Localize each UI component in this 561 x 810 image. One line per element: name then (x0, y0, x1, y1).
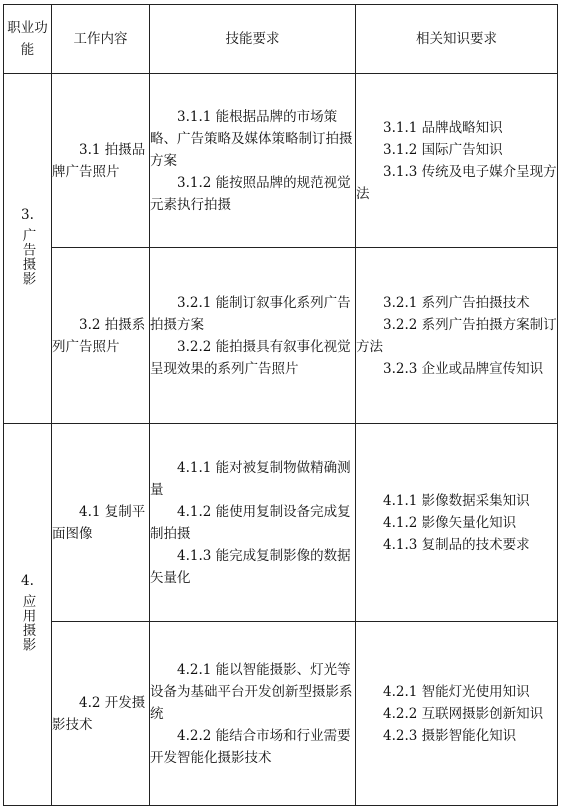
work-cell (52, 424, 150, 622)
function-number: 4. (21, 573, 34, 589)
work-text: 3.2 拍摄系列广告照片 (52, 316, 146, 355)
table-row (4, 424, 558, 622)
skill-cell (150, 424, 356, 622)
skill-item: 3.2.2 能拍摄具有叙事化视觉呈现效果的系列广告照片 (150, 338, 351, 377)
work-text: 4.2 开发摄影技术 (52, 694, 146, 733)
work-cell (52, 622, 150, 806)
knowledge-item: 4.2.3 摄影智能化知识 (383, 727, 517, 744)
header-function: 职业功能 (4, 5, 52, 74)
skill-item: 4.1.1 能对被复制物做精确测量 (150, 459, 351, 498)
knowledge-cell (356, 622, 558, 806)
function-cell (4, 74, 52, 424)
knowledge-item: 4.2.2 互联网摄影创新知识 (383, 705, 544, 722)
skill-item: 3.2.1 能制订叙事化系列广告拍摄方案 (150, 294, 351, 333)
table-row (4, 622, 558, 806)
table-row (4, 74, 558, 248)
knowledge-item: 4.1.3 复制品的技术要求 (383, 536, 530, 553)
work-cell (52, 74, 150, 248)
knowledge-item: 3.2.2 系列广告拍摄方案制订方法 (356, 316, 557, 355)
skill-item: 4.1.3 能完成复制影像的数据矢量化 (150, 547, 351, 586)
header-work: 工作内容 (52, 5, 150, 74)
work-text: 4.1 复制平面图像 (52, 503, 146, 542)
skill-cell (150, 622, 356, 806)
function-number: 3. (21, 207, 34, 223)
knowledge-item: 3.2.1 系列广告拍摄技术 (383, 294, 530, 311)
work-cell (52, 248, 150, 424)
skill-cell (150, 74, 356, 248)
skill-item: 4.2.1 能以智能摄影、灯光等设备为基础平台开发创新型摄影系统 (150, 661, 353, 722)
function-cell (4, 424, 52, 806)
skill-item: 4.2.2 能结合市场和行业需要开发智能化摄影技术 (150, 727, 351, 766)
skill-item: 3.1.2 能按照品牌的规范视觉元素执行拍摄 (150, 174, 351, 213)
knowledge-item: 3.1.3 传统及电子媒介呈现方法 (356, 163, 557, 202)
knowledge-item: 4.2.1 智能灯光使用知识 (383, 683, 530, 700)
knowledge-item: 3.2.3 企业或品牌宣传知识 (383, 360, 544, 377)
function-name: 广告摄影 (19, 228, 36, 286)
table-row (4, 248, 558, 424)
header-knowledge: 相关知识要求 (356, 5, 558, 74)
skills-table (3, 4, 558, 806)
knowledge-item: 3.1.2 国际广告知识 (383, 141, 503, 158)
skill-item: 3.1.1 能根据品牌的市场策略、广告策略及媒体策略制订拍摄方案 (150, 108, 353, 169)
knowledge-item: 4.1.1 影像数据采集知识 (383, 492, 530, 509)
knowledge-item: 4.1.2 影像矢量化知识 (383, 514, 517, 531)
header-row (4, 5, 558, 74)
knowledge-item: 3.1.1 品牌战略知识 (383, 119, 503, 136)
skill-cell (150, 248, 356, 424)
knowledge-cell (356, 424, 558, 622)
skill-item: 4.1.2 能使用复制设备完成复制拍摄 (150, 503, 351, 542)
header-skill: 技能要求 (150, 5, 356, 74)
knowledge-cell (356, 248, 558, 424)
function-name: 应用摄影 (19, 594, 36, 652)
work-text: 3.1 拍摄品牌广告照片 (52, 141, 146, 180)
knowledge-cell (356, 74, 558, 248)
